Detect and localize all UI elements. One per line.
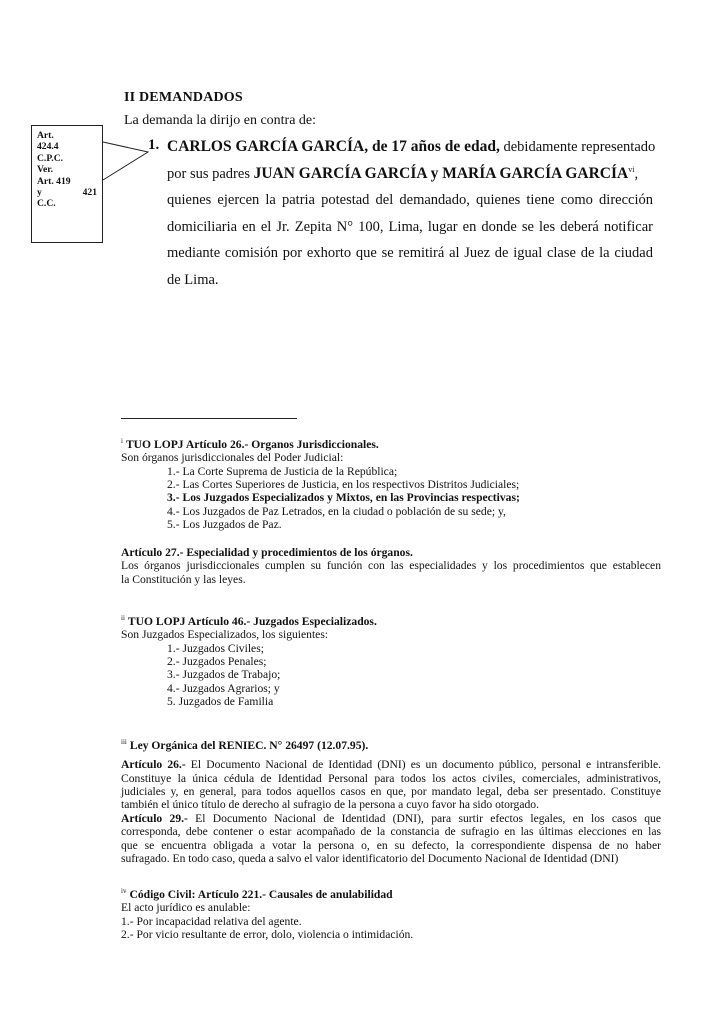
- article-line: la Constitución y las leyes.: [121, 572, 246, 586]
- paragraph-line: [167, 161, 653, 188]
- margin-note-line: Ver.: [37, 164, 54, 176]
- footnote-list-item: 3.- Juzgados de Trabajo;: [167, 668, 281, 682]
- footnote-intro: Son Juzgados Especializados, los siguientes:: [121, 628, 329, 642]
- footnote-list-item: 1.- Juzgados Civiles;: [167, 641, 264, 655]
- footnote-list-item: 5.- Los Juzgados de Paz.: [167, 518, 282, 532]
- footnote-3: [121, 736, 661, 866]
- margin-note-line: [37, 187, 97, 198]
- paragraph-line: [167, 134, 656, 161]
- article-line: [121, 812, 661, 825]
- article-line: sufragado. En todo caso, queda a salvo el valor identificatorio del Documento Nacional de Identidad (DNI): [121, 852, 619, 866]
- margin-note-line: Art.: [37, 130, 54, 141]
- footnote-list-item: 2.- Juzgados Penales;: [167, 655, 267, 669]
- footnote-list-item: 4.- Juzgados Agrarios; y: [167, 681, 280, 695]
- article-line: judiciales y, en general, para todos aquellos casos en que, por mandato legal, deba ser presentado. Constituye: [121, 785, 661, 799]
- section-heading: II DEMANDADOS: [124, 90, 243, 105]
- text-run: por sus padres: [167, 165, 254, 182]
- footnote-mark: iii: [121, 738, 127, 746]
- text-run: El Documento Nacional de Identidad (DNI) es un documento público, personal e intransferible.: [185, 758, 661, 772]
- article-title-text: Artículo 27.- Especialidad y procedimientos de los órganos.: [121, 545, 413, 559]
- footnote-intro: Son órganos jurisdiccionales del Poder Judicial:: [121, 451, 344, 465]
- paragraph-line: quienes ejercen la patria potestad del demandado, quienes tiene como dirección: [167, 192, 653, 208]
- footnote-separator: [121, 418, 297, 419]
- article-line: que se encuentra obligada a votar la persona o, en su defecto, la correspondiente dispensa de no haber: [121, 838, 661, 852]
- footnote-2: [121, 612, 661, 709]
- footnote-title: [121, 612, 661, 628]
- footnote-1: [121, 435, 661, 586]
- connector: y: [426, 164, 443, 182]
- article-label: Artículo 26.-: [121, 758, 186, 772]
- parent-name: MARÍA GARCÍA GARCÍA: [442, 164, 629, 182]
- text-run: El Documento Nacional de Identidad (DNI), para surtir efectos legales, en los casos que: [187, 811, 661, 825]
- item-number: 1.: [148, 137, 160, 153]
- footnote-mark: i: [121, 437, 123, 445]
- footnote-list-item: 1.- La Corte Suprema de Justicia de la República;: [167, 464, 398, 478]
- footnote-mark: iv: [121, 887, 127, 895]
- article-title: [121, 546, 661, 559]
- parent-name: JUAN GARCÍA GARCÍA: [253, 164, 427, 182]
- paragraph-line: de Lima.: [167, 271, 219, 288]
- margin-note-line: Art. 419: [37, 175, 71, 187]
- text-run: debidamente representado: [499, 139, 656, 155]
- margin-note-word: y: [37, 187, 42, 199]
- margin-note-line: 424.4: [37, 141, 59, 153]
- footnote-title-text: TUO LOPJ Artículo 46.- Juzgados Especializados.: [127, 614, 377, 628]
- footnote-title-text: Código Civil: Artículo 221.- Causales de anulabilidad: [129, 887, 393, 901]
- footnote-list-item: 4.- Los Juzgados de Paz Letrados, en la ciudad o población de su sede; y,: [167, 504, 506, 518]
- article-label: Artículo 29.-: [121, 811, 188, 825]
- defendant-name: CARLOS GARCÍA GARCÍA, de 17 años de edad,: [167, 138, 500, 155]
- footnote-ref: vi: [628, 164, 635, 174]
- paragraph-line: mediante comisión por exhorto que se remitirá al Juez de igual clase de la ciudad: [167, 245, 653, 261]
- footnote-mark: ii: [121, 614, 125, 622]
- margin-note-pointer: [102, 140, 150, 184]
- footnote-list-item: 1.- Por incapacidad relativa del agente.: [121, 914, 302, 928]
- footnote-list-item: 2.- Por vicio resultante de error, dolo, violencia o intimidación.: [121, 928, 414, 942]
- margin-note-box: [31, 125, 103, 243]
- footnote-list-item: 5. Juzgados de Familia: [167, 695, 274, 709]
- defendant-paragraph: [167, 134, 656, 293]
- article-line: Constituye la única cédula de Identidad Personal para todos los actos civiles, comerciales, administrativos,: [121, 771, 661, 785]
- article-line: también el único título de derecho al sufragio de la persona a cuyo favor ha sido otorgado.: [121, 798, 539, 812]
- footnote-title: [121, 736, 661, 752]
- margin-note-word: 421: [82, 187, 97, 199]
- footnote-title-text: Ley Orgánica del RENIEC. N° 26497 (12.07.95).: [129, 738, 369, 752]
- text-run: ,: [634, 165, 639, 182]
- footnote-list-item: 3.- Los Juzgados Especializados y Mixtos, en las Provincias respectivas;: [167, 491, 520, 505]
- margin-note-line: C.C.: [37, 198, 56, 210]
- article-line: corresponda, debe contener o estar acompañado de la constancia de sufragio en las últimas elecciones en las: [121, 825, 661, 839]
- footnote-list-item: 2.- Las Cortes Superiores de Justicia, en los respectivos Distritos Judiciales;: [167, 478, 520, 492]
- margin-note-line: C.P.C.: [37, 152, 64, 164]
- footnote-4: [121, 885, 661, 941]
- footnote-title: [121, 435, 661, 451]
- paragraph-line: domiciliaria en el Jr. Zepita N° 100, Lima, lugar en donde se les deberá notificar: [167, 218, 653, 235]
- article-line: [121, 758, 661, 771]
- article-line: Los órganos jurisdiccionales cumplen su función con las especialidades y los procedimientos que establecen: [121, 559, 661, 573]
- footnote-title: [121, 885, 661, 901]
- intro-line: La demanda la dirijo en contra de:: [124, 113, 317, 128]
- footnote-intro: El acto jurídico es anulable:: [121, 901, 251, 915]
- footnote-title-text: TUO LOPJ Artículo 26.- Organos Jurisdiccionales.: [125, 437, 379, 451]
